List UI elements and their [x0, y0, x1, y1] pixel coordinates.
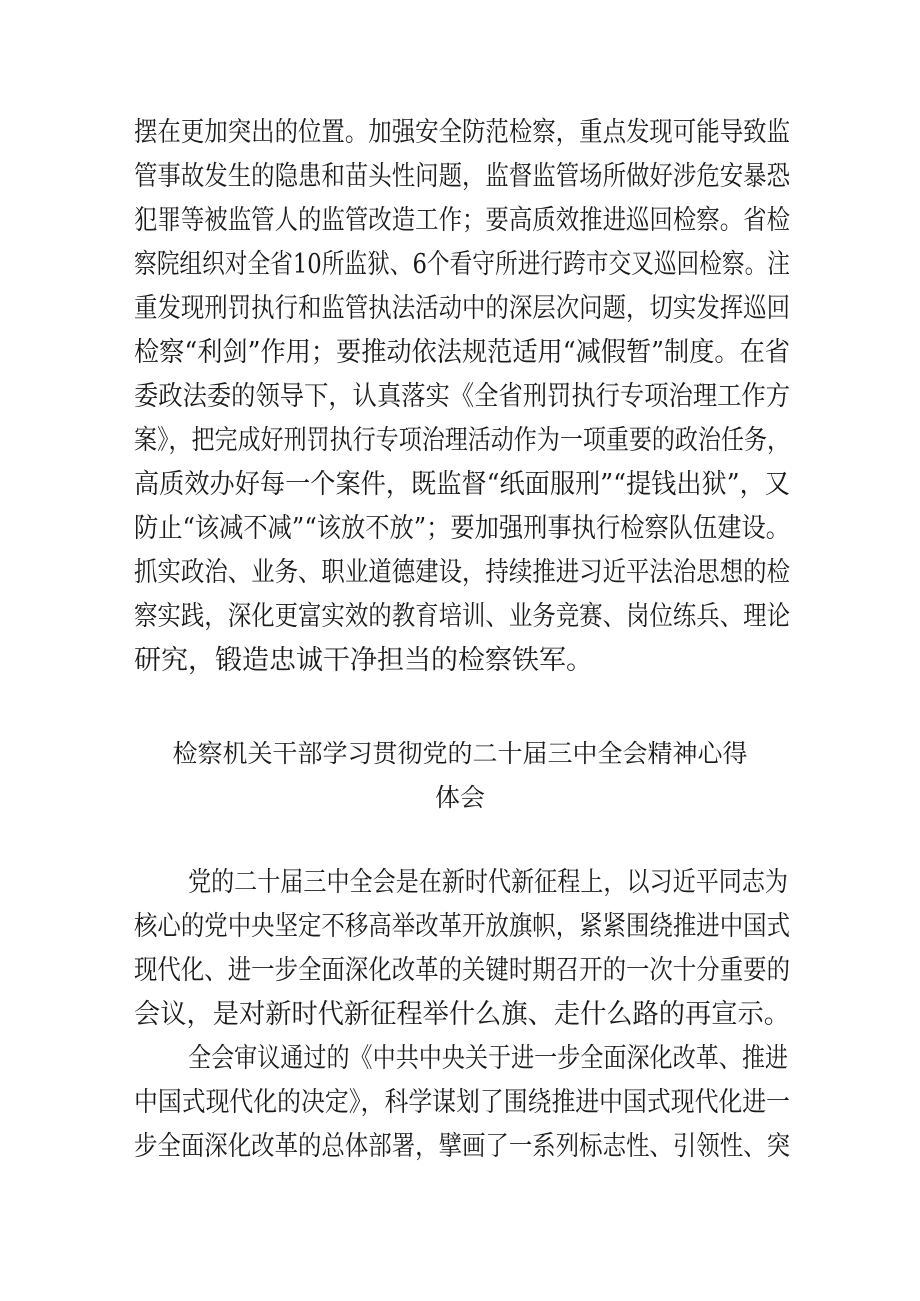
- body-text-line: 防止“该减不减”“该放不放”；要加强刑事执行检察队伍建设。: [134, 513, 790, 544]
- paragraph-line: 全会审议通过的《中共中央关于进一步全面深化改革、推进: [188, 1043, 788, 1074]
- body-text-line: 抓实政治、业务、职业道德建设，持续推进习近平法治思想的检: [134, 557, 790, 588]
- paragraph-line: 核心的党中央坚定不移高举改革开放旗帜，紧紧围绕推进中国式: [134, 911, 790, 942]
- paragraph-line: 党的二十届三中全会是在新时代新征程上，以习近平同志为: [188, 867, 788, 898]
- body-text-line: 犯罪等被监管人的监管改造工作；要高质效推进巡回检察。省检: [134, 205, 790, 236]
- body-text-line: 委政法委的领导下，认真落实《全省刑罚执行专项治理工作方: [134, 381, 790, 412]
- body-text-line: 管事故发生的隐患和苗头性问题，监督监管场所做好涉危安暴恐: [134, 161, 790, 192]
- body-text-line: 重发现刑罚执行和监管执法活动中的深层次问题，切实发挥巡回: [134, 293, 790, 324]
- article-title-continued: 体会: [434, 783, 485, 812]
- article-title: 检察机关干部学习贯彻党的二十届三中全会精神心得: [172, 739, 748, 768]
- body-text-line: 检察“利剑”作用；要推动依法规范适用“减假暂”制度。在省: [134, 337, 790, 368]
- body-text-line: 案》，把完成好刑罚执行专项治理活动作为一项重要的政治任务，: [134, 425, 790, 456]
- paragraph-line: 会议，是对新时代新征程举什么旗、走什么路的再宣示。: [134, 999, 790, 1030]
- body-text-line: 研究，锻造忠诚干净担当的检察铁军。: [134, 645, 593, 676]
- body-text-line: 察院组织对全省10所监狱、6个看守所进行跨市交叉巡回检察。注: [134, 249, 790, 280]
- paragraph-line: 步全面深化改革的总体部署，擘画了一系列标志性、引领性、突: [134, 1131, 790, 1162]
- body-text-line: 摆在更加突出的位置。加强安全防范检察，重点发现可能导致监: [134, 117, 790, 148]
- body-text-line: 察实践，深化更富实效的教育培训、业务竞赛、岗位练兵、理论: [134, 601, 790, 632]
- paragraph-line: 现代化、进一步全面深化改革的关键时期召开的一次十分重要的: [134, 955, 790, 986]
- paragraph-line: 中国式现代化的决定》，科学谋划了围绕推进中国式现代化进一: [134, 1087, 790, 1118]
- body-text-line: 高质效办好每一个案件，既监督“纸面服刑”“提钱出狱”，又: [134, 469, 790, 500]
